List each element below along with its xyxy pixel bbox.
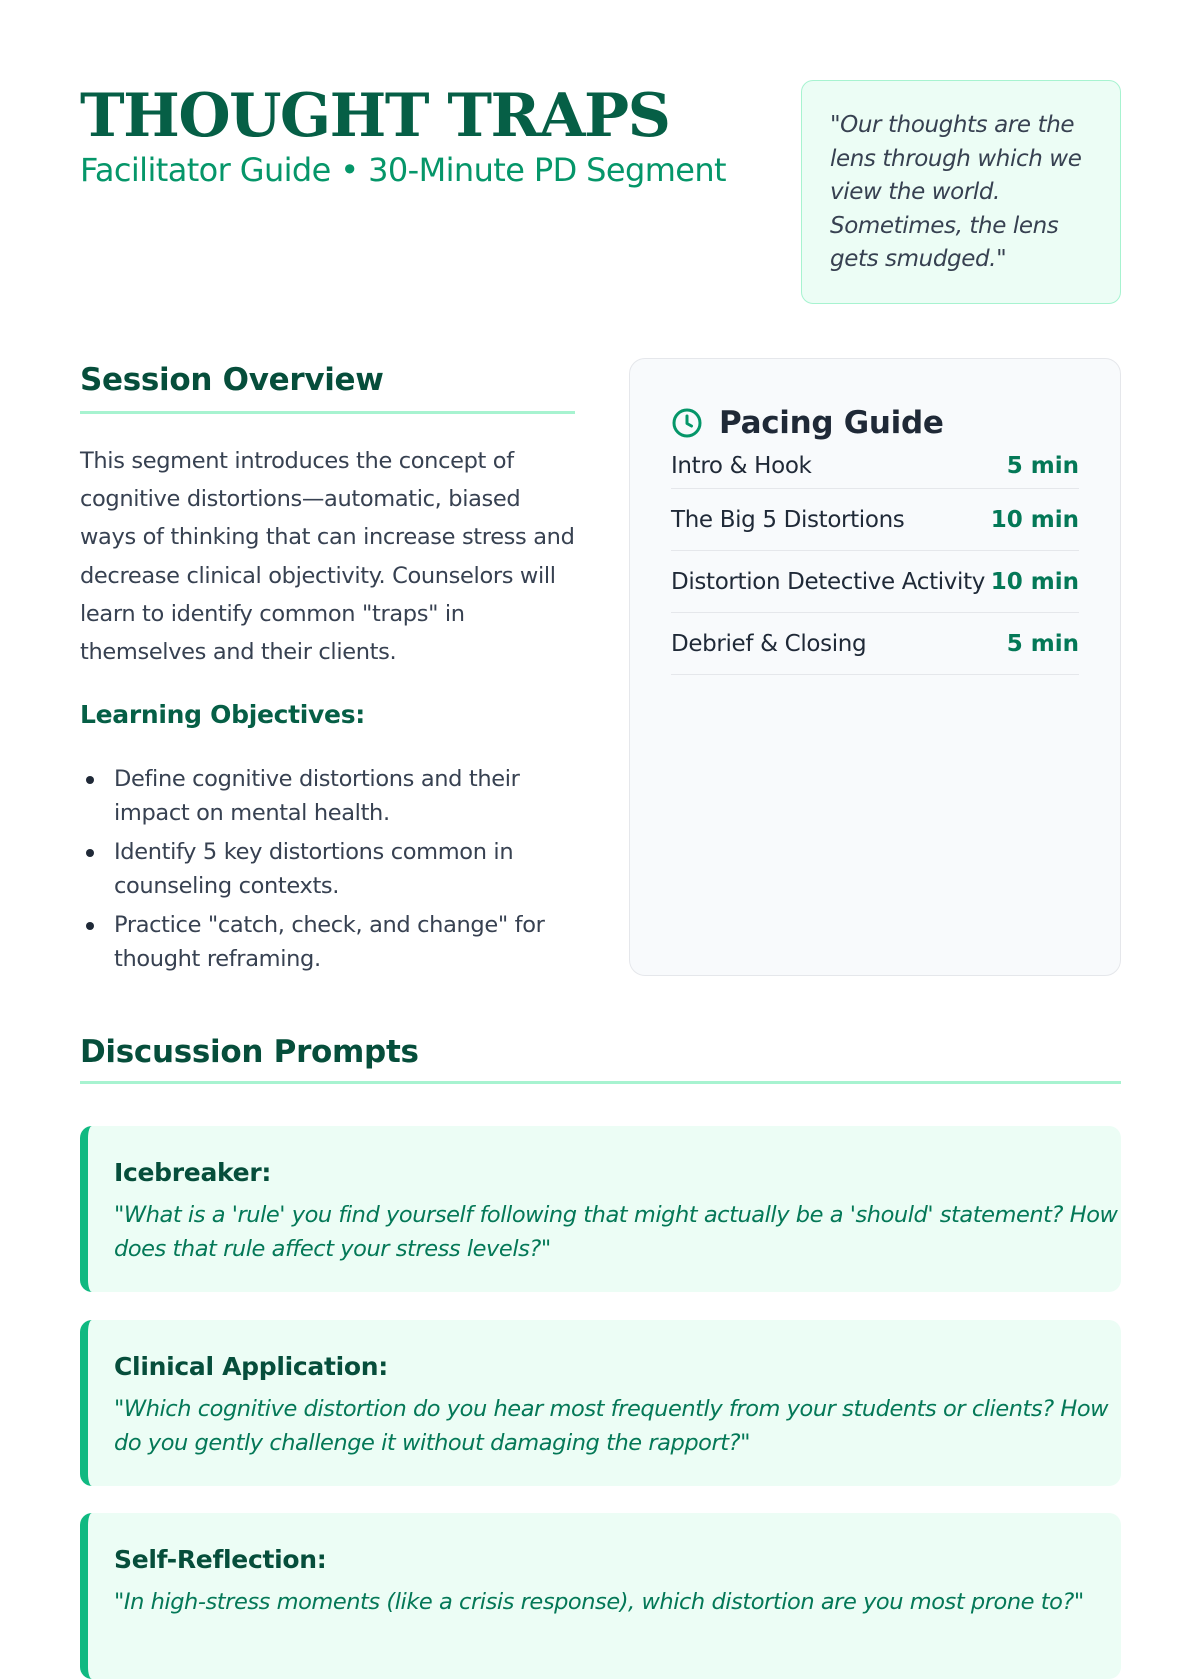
pacing-guide-card (629, 358, 1121, 976)
pacing-row (671, 551, 1079, 613)
pacing-time: 5 min (1006, 630, 1079, 657)
bullet-icon (86, 776, 94, 784)
overview-text: This segment introduces the concept of cognitive distortions—automatic, biased ways of thinking that can increase stress and decrease clinical objectivity. Counselors will learn to identify common "traps" in themselves and their clients. (80, 448, 575, 666)
prompt-card-self-reflection (80, 1513, 1121, 1679)
page-title: THOUGHT TRAPS (80, 81, 670, 151)
list-item (80, 909, 580, 976)
pacing-label: Distortion Detective Activity (671, 568, 986, 595)
clock-icon (671, 407, 703, 439)
prompt-text: "Which cognitive distortion do you hear most frequently from your students or clients? How do you gently challenge it without damaging the rapport?" (114, 1396, 1109, 1456)
overview-divider (80, 411, 575, 414)
prompt-text: "In high-stress moments (like a crisis response), which distortion are you most prone to?" (114, 1589, 1084, 1615)
prompt-title: Self-Reflection: (114, 1545, 327, 1574)
quote-box (801, 80, 1121, 304)
pacing-label: Intro & Hook (671, 452, 812, 479)
pacing-label: The Big 5 Distortions (671, 506, 905, 533)
prompt-text: "What is a 'rule' you find yourself following that might actually be a 'should' statement? How does that rule affect your stress levels?" (114, 1202, 1118, 1262)
pacing-time: 10 min (990, 568, 1079, 595)
pacing-rows (671, 443, 1079, 675)
list-item (80, 763, 580, 830)
prompt-card-icebreaker (80, 1126, 1121, 1292)
objective-text: Identify 5 key distortions common in counseling contexts. (114, 839, 514, 899)
pacing-row (671, 443, 1079, 489)
pacing-guide-header (671, 403, 1079, 443)
prompt-title: Icebreaker: (114, 1158, 272, 1187)
discussion-divider (80, 1081, 1121, 1084)
pacing-row (671, 613, 1079, 675)
objectives-heading: Learning Objectives: (80, 700, 365, 729)
pacing-time: 5 min (1006, 452, 1079, 479)
prompt-title: Clinical Application: (114, 1352, 388, 1381)
quote-text: "Our thoughts are the lens through which we view the world. Sometimes, the lens gets smudged." (830, 112, 1082, 272)
page-subtitle: Facilitator Guide • 30-Minute PD Segment (80, 151, 726, 189)
pacing-guide-title: Pacing Guide (719, 405, 944, 441)
pacing-time: 10 min (990, 506, 1079, 533)
discussion-heading: Discussion Prompts (80, 1034, 419, 1070)
objectives-list (80, 763, 580, 982)
objective-text: Practice "catch, check, and change" for thought reframing. (114, 912, 545, 972)
overview-heading: Session Overview (80, 362, 384, 398)
list-item (80, 836, 580, 903)
bullet-icon (86, 849, 94, 857)
pacing-row (671, 489, 1079, 551)
prompt-card-clinical-application (80, 1320, 1121, 1486)
objective-text: Define cognitive distortions and their impact on mental health. (114, 766, 520, 826)
bullet-icon (86, 922, 94, 930)
pacing-label: Debrief & Closing (671, 630, 867, 657)
